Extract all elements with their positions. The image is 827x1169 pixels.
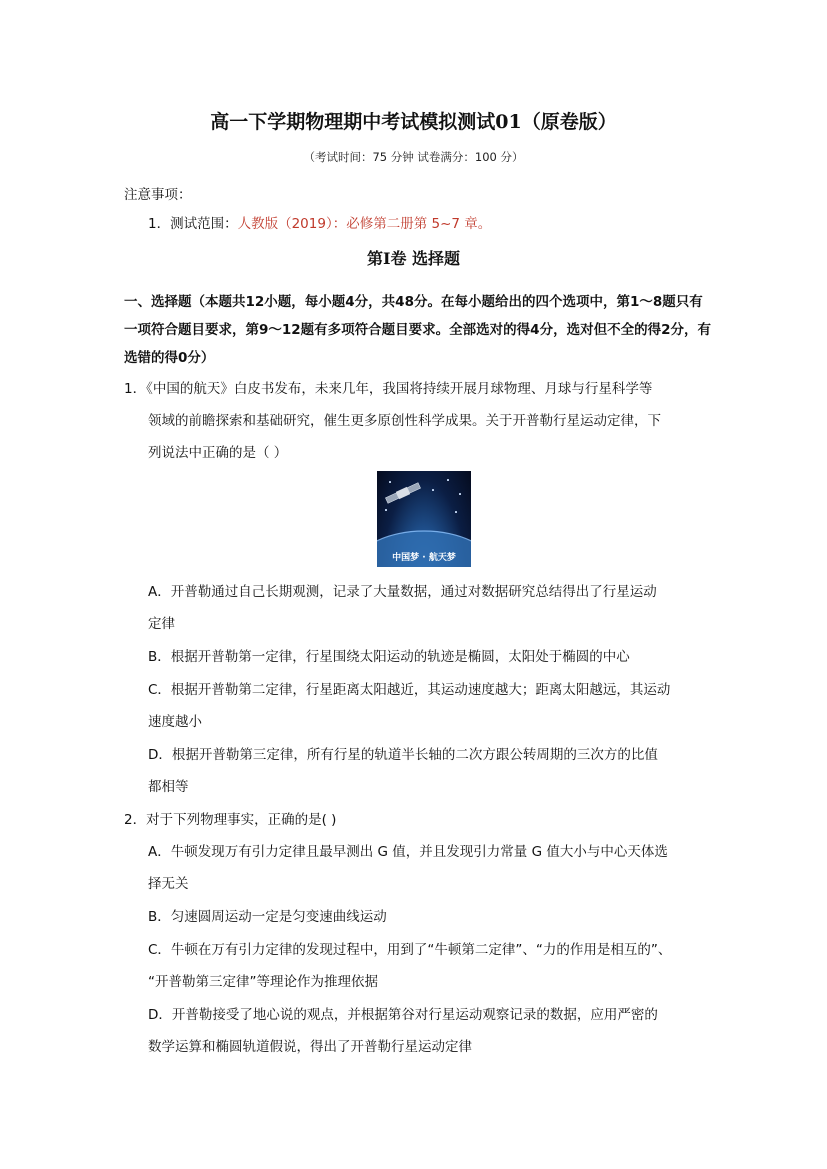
q2-option-d-line1: D．开普勒接受了地心说的观点，并根据第谷对行星运动观察记录的数据，应用严密的 <box>148 1007 658 1023</box>
test-range-prefix: 1．测试范围： <box>148 216 238 232</box>
q1-option-c-line2: 速度越小 <box>148 714 202 730</box>
q1-option-a-line2: 定律 <box>148 616 175 632</box>
q2-option-c-line1: C．牛顿在万有引力定律的发现过程中，用到了“牛顿第二定律”、“力的作用是相互的”、 <box>148 942 672 958</box>
q2-option-b: B．匀速圆周运动一定是匀变速曲线运动 <box>148 909 387 925</box>
page-title: 高一下学期物理期中考试模拟测试01（原卷版） <box>210 111 617 133</box>
q2-option-c-line2: “开普勒第三定律”等理论作为推理依据 <box>148 974 378 990</box>
q2-stem: 2．对于下列物理事实，正确的是( ) <box>124 812 337 828</box>
q1-option-c-line1: C．根据开普勒第二定律，行星距离太阳越近，其运动速度越大；距离太阳越远，其运动 <box>148 682 671 698</box>
space-illustration <box>377 471 471 567</box>
exam-info: （考试时间：75 分钟 试卷满分：100 分） <box>303 150 524 164</box>
q1-stem-line1: 1．《中国的航天》白皮书发布，未来几年，我国将持续开展月球物理、月球与行星科学等 <box>124 381 653 397</box>
section-title: 第Ⅰ卷 选择题 <box>366 249 461 268</box>
q1-option-d-line1: D．根据开普勒第三定律，所有行星的轨道半长轴的二次方跟公转周期的三次方的比值 <box>148 747 658 763</box>
q2-option-a-line1: A．牛顿发现万有引力定律且最早测出 G 值，并且发现引力常量 G 值大小与中心天体选 <box>148 844 668 860</box>
test-range <box>148 212 491 232</box>
section-instructions: 一、选择题（本题共12小题，每小题4分，共48分。在每小题给出的四个选项中，第1～8题只有一项符合题目要求，第9～12题有多项符合题目要求。全部选对的得4分，选对但不全的得2分，有选错的得0分） <box>124 294 711 366</box>
q1-option-b: B．根据开普勒第一定律，行星围绕太阳运动的轨迹是椭圆，太阳处于椭圆的中心 <box>148 649 630 665</box>
q2-option-d-line2: 数学运算和椭圆轨道假说，得出了开普勒行星运动定律 <box>148 1039 472 1055</box>
image-caption: 中国梦 · 航天梦 <box>392 553 456 563</box>
q1-option-a-line1: A．开普勒通过自己长期观测，记录了大量数据，通过对数据研究总结得出了行星运动 <box>148 584 657 600</box>
q1-stem-line3: 列说法中正确的是（ ） <box>148 445 288 461</box>
test-range-value: 人教版（2019）：必修第二册第 5~7 章。 <box>237 216 492 232</box>
q2-option-a-line2: 择无关 <box>148 876 189 892</box>
notice-label: 注意事项： <box>124 187 192 203</box>
q1-stem-line2: 领域的前瞻探索和基础研究，催生更多原创性科学成果。关于开普勒行星运动定律，下 <box>148 413 661 429</box>
q1-option-d-line2: 都相等 <box>148 779 189 795</box>
